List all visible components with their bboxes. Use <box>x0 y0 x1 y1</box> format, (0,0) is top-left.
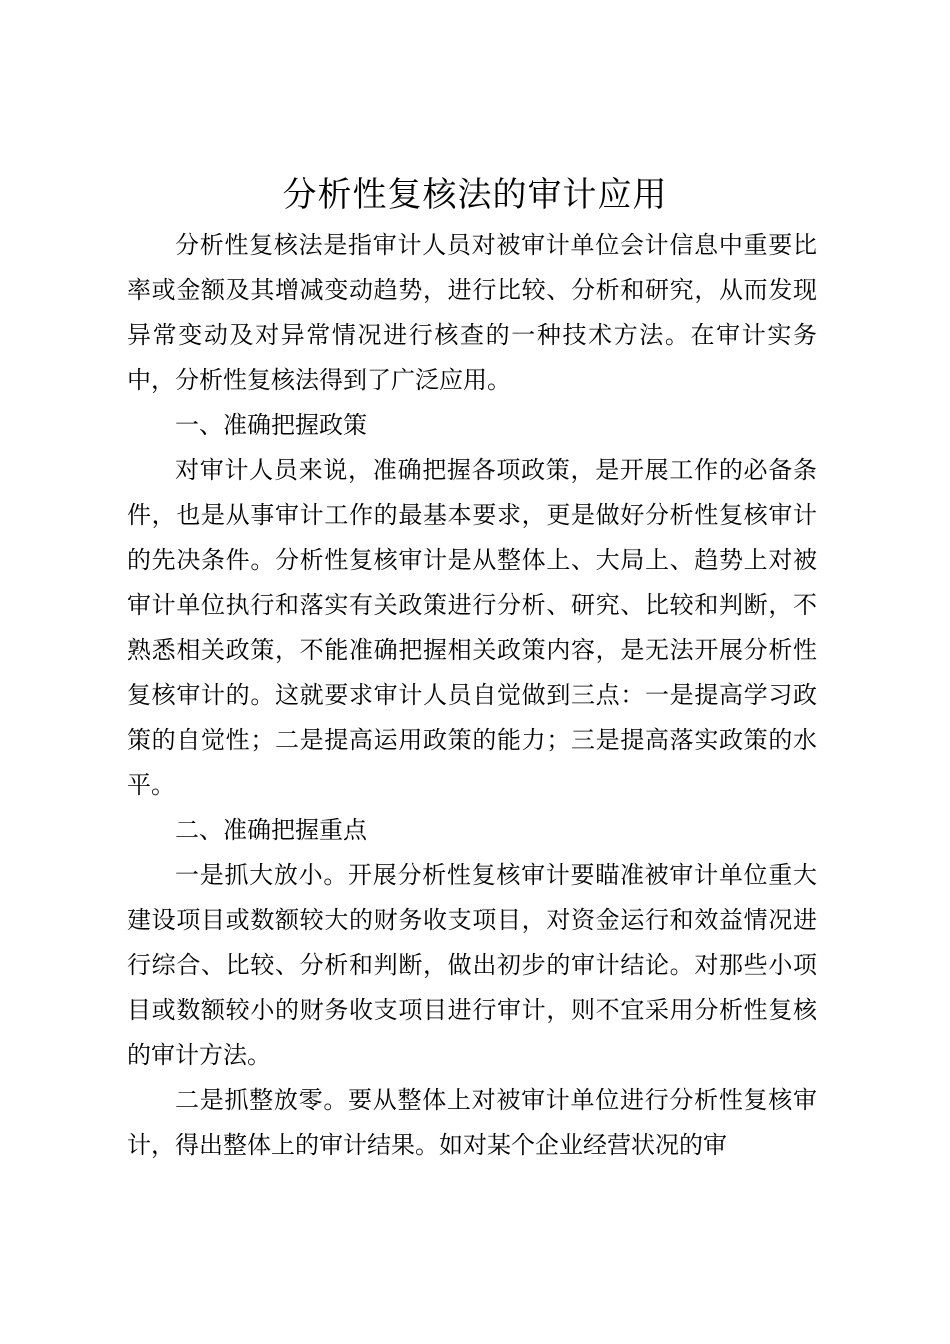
section-heading-2: 二、准确把握重点 <box>175 816 367 844</box>
paragraph-focus-1: 一是抓大放小。开展分析性复核审计要瞄准被审计单位重大建设项目或数额较大的财务收支项目，对资金运行和效益情况进行综合、比较、分析和判断，做出初步的审计结论。对那些小项目或数额较小的财务收支项目进行审计，则不宜采用分析性复核的审计方法。 <box>127 861 817 1069</box>
paragraph-intro: 分析性复核法是指审计人员对被审计单位会计信息中重要比率或金额及其增减变动趋势，进行比较、分析和研究，从而发现异常变动及对异常情况进行核查的一种技术方法。在审计实务中，分析性复核法得到了广泛应用。 <box>127 231 817 394</box>
paragraph-policy: 对审计人员来说，准确把握各项政策，是开展工作的必备条件，也是从事审计工作的最基本要求，更是做好分析性复核审计的先决条件。分析性复核审计是从整体上、大局上、趋势上对被审计单位执行和落实有关政策进行分析、研究、比较和判断，不熟悉相关政策，不能准确把握相关政策内容，是无法开展分析性复核审计的。这就要求审计人员自觉做到三点：一是提高学习政策的自觉性；二是提高运用政策的能力；三是提高落实政策的水平。 <box>127 456 817 799</box>
document-body <box>127 223 817 1168</box>
paragraph-focus-2: 二是抓整放零。要从整体上对被审计单位进行分析性复核审计，得出整体上的审计结果。如对某个企业经营状况的审 <box>127 1086 817 1159</box>
document-title: 分析性复核法的审计应用 <box>282 175 668 215</box>
section-heading-1: 一、准确把握政策 <box>175 411 367 439</box>
